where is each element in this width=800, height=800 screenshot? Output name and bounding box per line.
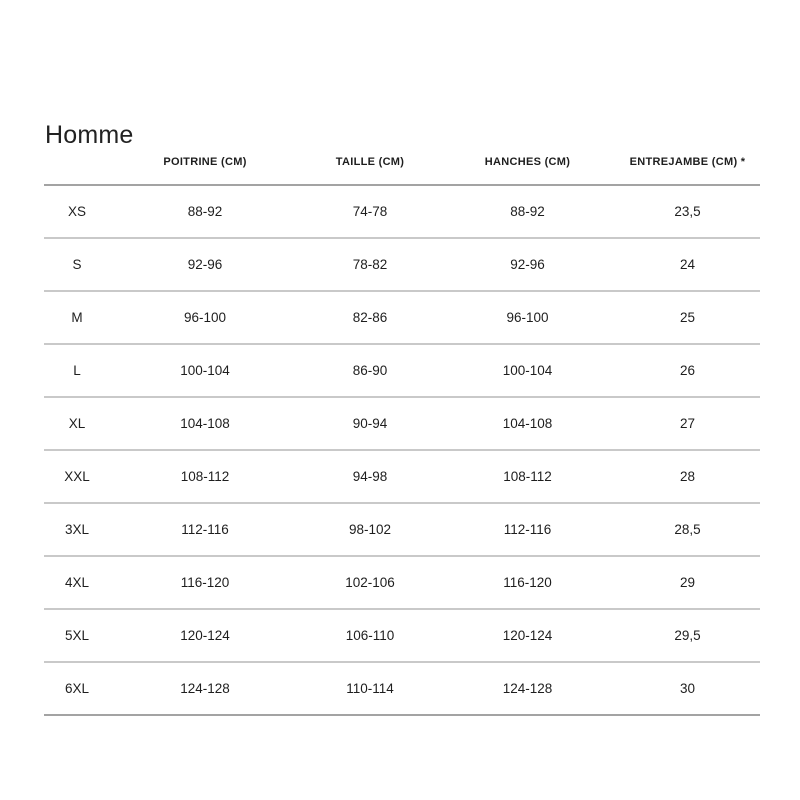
value-cell: 27 [615, 397, 760, 450]
value-cell: 30 [615, 662, 760, 715]
value-cell: 124-128 [110, 662, 300, 715]
table-row [44, 556, 760, 609]
table-row [44, 662, 760, 715]
value-cell: 112-116 [110, 503, 300, 556]
table-row [44, 238, 760, 291]
value-cell: 116-120 [110, 556, 300, 609]
value-cell: 120-124 [440, 609, 615, 662]
value-cell: 108-112 [110, 450, 300, 503]
table-row [44, 291, 760, 344]
table-header-row [44, 156, 760, 185]
value-cell: 100-104 [110, 344, 300, 397]
value-cell: 112-116 [440, 503, 615, 556]
page-title: Homme [45, 121, 134, 149]
size-table-body [44, 185, 760, 715]
value-cell: 88-92 [440, 185, 615, 238]
table-row [44, 609, 760, 662]
value-cell: 120-124 [110, 609, 300, 662]
size-cell: 3XL [44, 503, 110, 556]
column-header-taille: TAILLE (CM) [300, 156, 440, 185]
value-cell: 104-108 [110, 397, 300, 450]
value-cell: 116-120 [440, 556, 615, 609]
size-cell: XS [44, 185, 110, 238]
value-cell: 25 [615, 291, 760, 344]
size-cell: 5XL [44, 609, 110, 662]
value-cell: 104-108 [440, 397, 615, 450]
value-cell: 28,5 [615, 503, 760, 556]
size-cell: 6XL [44, 662, 110, 715]
value-cell: 88-92 [110, 185, 300, 238]
value-cell: 94-98 [300, 450, 440, 503]
size-cell: S [44, 238, 110, 291]
value-cell: 23,5 [615, 185, 760, 238]
value-cell: 96-100 [440, 291, 615, 344]
size-cell: 4XL [44, 556, 110, 609]
value-cell: 78-82 [300, 238, 440, 291]
column-header-hanches: HANCHES (CM) [440, 156, 615, 185]
value-cell: 106-110 [300, 609, 440, 662]
size-cell: XXL [44, 450, 110, 503]
value-cell: 29,5 [615, 609, 760, 662]
value-cell: 102-106 [300, 556, 440, 609]
size-cell: L [44, 344, 110, 397]
value-cell: 82-86 [300, 291, 440, 344]
table-row [44, 344, 760, 397]
size-cell: M [44, 291, 110, 344]
value-cell: 124-128 [440, 662, 615, 715]
table-row [44, 503, 760, 556]
value-cell: 110-114 [300, 662, 440, 715]
value-cell: 24 [615, 238, 760, 291]
value-cell: 100-104 [440, 344, 615, 397]
value-cell: 28 [615, 450, 760, 503]
value-cell: 96-100 [110, 291, 300, 344]
value-cell: 74-78 [300, 185, 440, 238]
column-header-size [44, 156, 110, 185]
table-row [44, 397, 760, 450]
value-cell: 29 [615, 556, 760, 609]
value-cell: 108-112 [440, 450, 615, 503]
column-header-entrejambe: ENTREJAMBE (CM) * [615, 156, 760, 185]
column-header-poitrine: POITRINE (CM) [110, 156, 300, 185]
size-cell: XL [44, 397, 110, 450]
size-guide-content [44, 123, 760, 716]
value-cell: 98-102 [300, 503, 440, 556]
size-table [44, 156, 760, 716]
value-cell: 86-90 [300, 344, 440, 397]
table-row [44, 450, 760, 503]
value-cell: 92-96 [440, 238, 615, 291]
value-cell: 26 [615, 344, 760, 397]
value-cell: 92-96 [110, 238, 300, 291]
value-cell: 90-94 [300, 397, 440, 450]
table-row [44, 185, 760, 238]
